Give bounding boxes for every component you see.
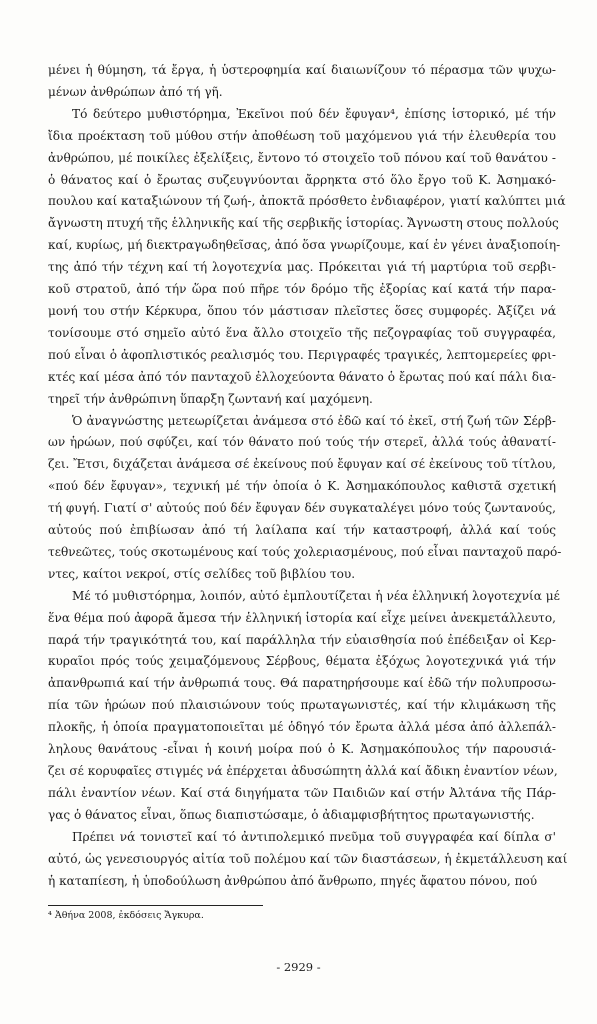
paragraph-p5 [48, 827, 568, 893]
text-line: Πρέπει νά τονιστεῖ καί τό ἀντιπολεμικό πνεῦμα τοῦ συγγραφέα καί δίπλα σ' [72, 829, 556, 844]
text-line: ἴδια προέκταση τοῦ μύθου στήν ἀποθέωση τοῦ μαχόμενου γιά τήν ἐλευθερία του [48, 128, 556, 143]
text-line: τηρεῖ τήν ἀνθρώπινη ὕπαρξη ζωντανή καί μαχόμενη. [48, 391, 373, 406]
paragraph-p1 [48, 60, 556, 104]
text-line: Μέ τό μυθιστόρημα, λοιπόν, αὐτό ἐμπλουτίζεται ἡ νέα ἑλληνική λογοτεχνία μέ [72, 588, 560, 603]
text-line: πία τῶν ἡρώων πού πλαισιώνουν τούς πρωταγωνιστές, καί τήν κλιμάκωση τῆς [48, 698, 556, 713]
text-line: Τό δεύτερο μυθιστόρημα, Ἐκεῖνοι πού δέν ἔφυγαν⁴, ἐπίσης ἱστορικό, μέ τήν [72, 106, 556, 121]
text-line: ἄγνωστη πτυχή τῆς ἑλληνικῆς καί τῆς σερβικῆς ἱστορίας. Ἄγνωστη στους πολλούς [48, 216, 559, 231]
footnote-separator [48, 905, 263, 906]
text-line: ζει σέ κορυφαῖες στιγμές νά ἐπέρχεται ἀδυσώπητη ἀλλά καί ἄδικη ἐναντίον νέων, [48, 764, 558, 778]
text-line: πάλι ἐναντίον νέων. Καί στά διηγήματα τῶν Παιδιῶν καί στήν Ἀλτάνα τῆς Πάρ- [48, 785, 556, 800]
text-line: ὁ θάνατος καί ὁ ἔρωτας συζευγνύονται ἄρρηκτα στό ὅλο ἔργο τοῦ Κ. Ἀσημακό- [48, 172, 556, 187]
text-line: κυραῖοι πρός τούς χειμαζόμενους Σέρβους, θέματα ἐξόχως λογοτεχνικά γιά τήν [48, 654, 556, 669]
text-line: τεθνεῶτες, τούς σκοτωμένους καί τούς χολεριασμένους, πού εἶναι πανταχοῦ παρό- [48, 544, 562, 559]
text-line: αὐτό, ὡς γενεσιουργός αἰτία τοῦ πολέμου καί τῶν διαστάσεων, ἡ ἐκμετάλλευση καί [48, 851, 568, 866]
paragraph-p2 [48, 104, 566, 411]
text-line: πού εἶναι ὁ ἀφοπλιστικός ρεαλισμός του. Περιγραφές τραγικές, λεπτομερείες φρι- [48, 347, 556, 362]
text-line: «πού δέν ἔφυγαν», τεχνική μέ τήν ὁποία ὁ Κ. Ἀσημακόπουλος καθιστᾶ σχετική [48, 479, 556, 494]
text-line: ζει. Ἔτσι, διχάζεται ἀνάμεσα σέ ἐκείνους πού ἔφυγαν καί σέ ἐκείνους τοῦ τίτλου, [48, 457, 556, 472]
text-line: κτές καί μέσα ἀπό τόν πανταχοῦ ἐλλοχεύοντα θάνατο ὁ ἔρωτας πού καί πάλι δια- [48, 369, 556, 384]
footnote: ⁴ Ἀθήνα 2008, ἐκδόσεις Ἄγκυρα. [48, 910, 204, 921]
text-line: ων ἡρώων, πού σφύζει, καί τόν θάνατο πού τούς τήν στερεῖ, ἀλλά τούς ἀθανατί- [48, 435, 556, 450]
text-line: Ὁ ἀναγνώστης μετεωρίζεται ἀνάμεσα στό ἐδῶ καί τό ἐκεῖ, στή ζωή τῶν Σέρβ- [72, 413, 556, 428]
text-line: πλοκῆς, ἡ ὁποία πραγματοποιεῖται μέ ὁδηγό τόν ἔρωτα ἀλλά μέσα ἀπό ἀλλεπάλ- [48, 720, 556, 735]
text-line: καί, κυρίως, μή διεκτραγωδηθεῖσας, ἀπό ὅσα γνωρίζουμε, καί ἐν γένει ἀναξιοποίη- [48, 238, 561, 253]
text-line: αὐτούς πού ἐπιβίωσαν ἀπό τή λαίλαπα καί τήν καταστροφή, ἀλλά καί τούς [48, 523, 556, 538]
text-line: μένων ἀνθρώπων ἀπό τή γῆ. [48, 84, 223, 99]
text-line: τονίσουμε στό σημεῖο αὐτό ἕνα ἄλλο στοιχεῖο τῆς πεζογραφίας τοῦ συγγραφέα, [48, 325, 556, 340]
text-line: της ἀπό τήν τέχνη καί τή λογοτεχνία μας. Πρόκειται γιά τή μαρτύρια τοῦ σερβι- [48, 260, 556, 275]
text-line: ἀπανθρωπιά καί τήν ἀνθρωπιά τους. Θά παρατηρήσουμε καί ἐδῶ τήν πολυπροσω- [48, 676, 556, 691]
text-line: κοῦ στρατοῦ, ἀπό τήν ὥρα πού πῆρε τόν δρόμο τῆς ἐξορίας καί κατά τήν παρα- [48, 282, 556, 297]
text-line: ντες, καίτοι νεκροί, στίς σελίδες τοῦ βιβλίου του. [48, 566, 356, 581]
paragraph-p3 [48, 411, 562, 586]
text-line: ἀνθρώπου, μέ ποικίλες ἐξελίξεις, ἔντονο τό στοιχεῖο τοῦ πόνου καί τοῦ θανάτου - [48, 150, 556, 165]
text-line: μένει ἡ θύμηση, τά ἔργα, ἡ ὑστεροφημία καί διαιωνίζουν τό πέρασμα τῶν ψυχω- [48, 63, 556, 77]
text-line: μονή του στήν Κέρκυρα, ὅπου τόν μάστισαν πλεῖστες ὅσες συμφορές. Ἀξίζει νά [48, 303, 556, 318]
text-line: γας ὁ θάνατος εἶναι, ὅπως διαπιστώσαμε, ὁ ἀδιαμφισβήτητος πρωταγωνιστής. [48, 807, 535, 822]
text-line: ἡ καταπίεση, ἡ ὑποδούλωση ἀνθρώπου ἀπό ἄνθρωπο, πηγές ἄφατου πόνου, πού [48, 873, 538, 888]
page-number: - 2929 - [276, 960, 321, 974]
text-line: πουλου καί καταξιώνουν τή ζωή-, ἀποκτᾶ πρόσθετο ἐνδιαφέρον, γιατί καλύπτει μιά [48, 194, 566, 209]
text-line: ἕνα θέμα πού ἀφορᾶ ἄμεσα τήν ἑλληνική ἱστορία καί εἶχε μείνει ἀνεκμετάλλευτο, [48, 610, 556, 625]
text-line: τή φυγή. Γιατί σ' αὐτούς πού δέν ἔφυγαν δέν συγκαταλέγει μόνο τούς ζωντανούς, [48, 501, 556, 516]
text-line: ληλους θανάτους -εἶναι ἡ κοινή μοίρα πού ὁ Κ. Ἀσημακόπουλος τήν παρουσιά- [48, 742, 556, 757]
text-line: παρά τήν τραγικότητά του, καί παράλληλα τήν εὐαισθησία πού ἐπέδειξαν οἱ Κερ- [48, 632, 556, 647]
body-text [48, 60, 568, 892]
paragraph-p4 [48, 586, 560, 827]
